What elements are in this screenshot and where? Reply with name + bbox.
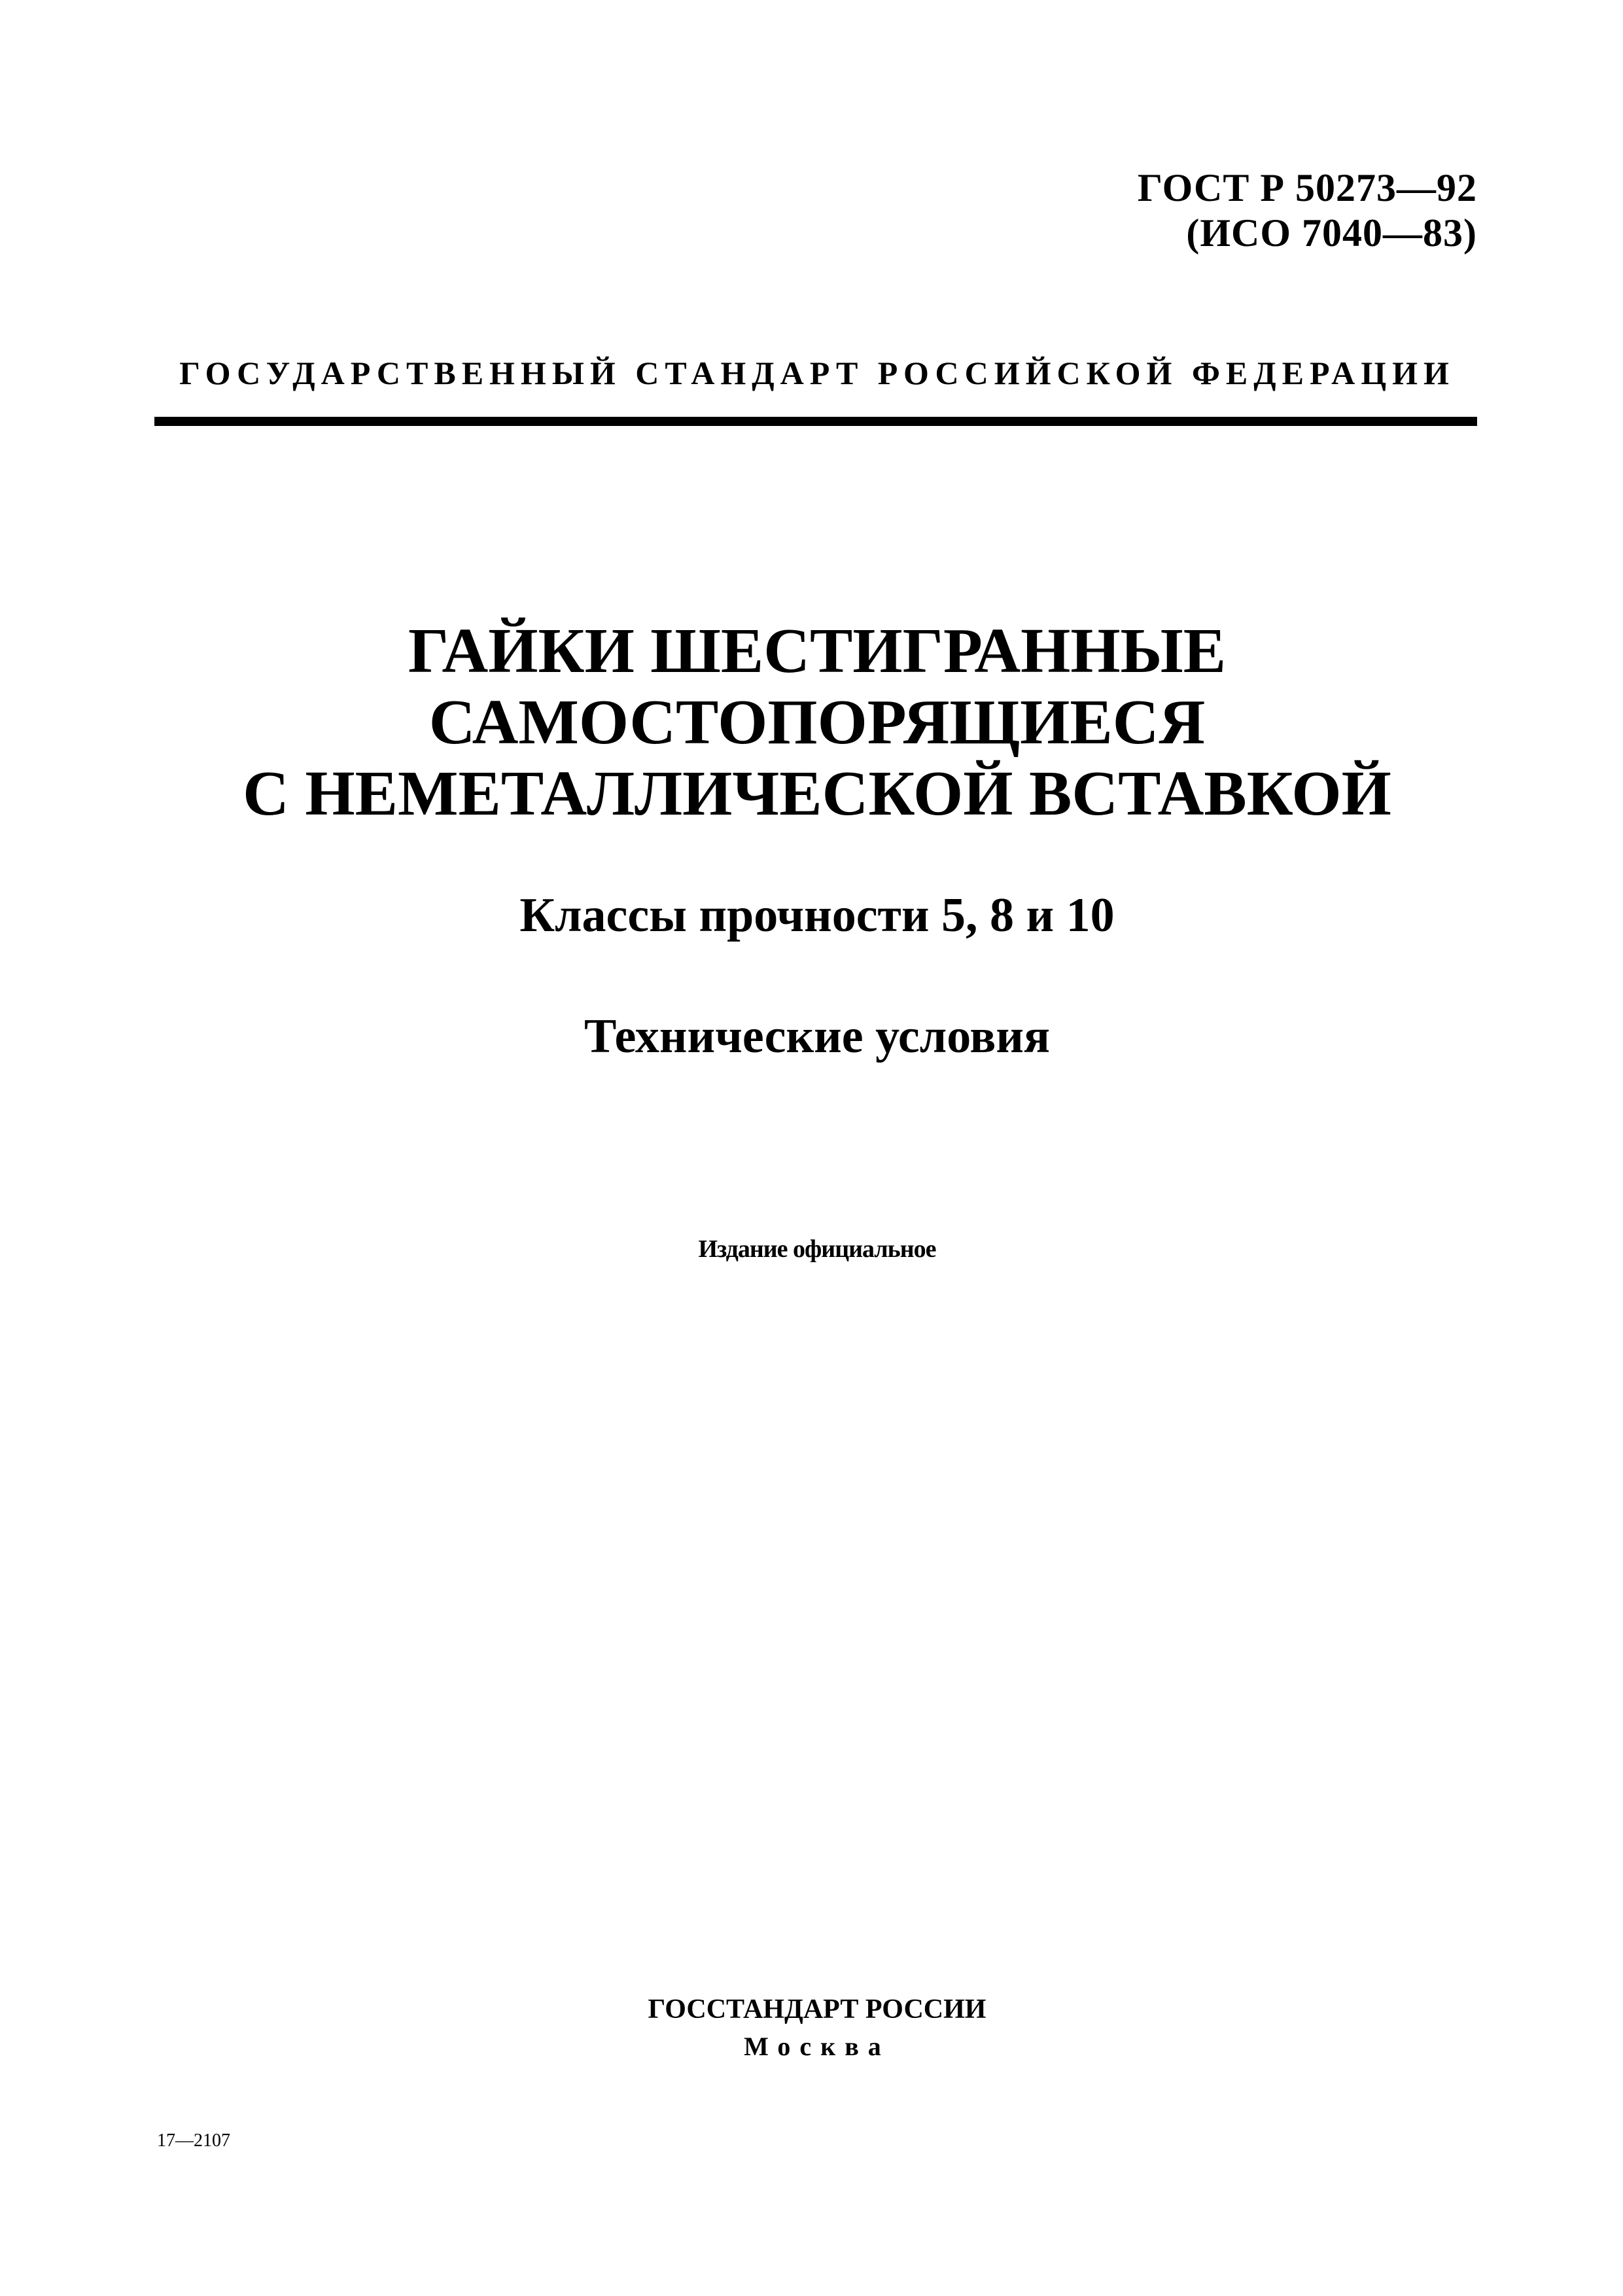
document-title-line-1: ГАЙКИ ШЕСТИГРАННЫЕ (408, 616, 1227, 686)
strength-classes-subtitle: Классы прочности 5, 8 и 10 (519, 889, 1115, 942)
specifications-subtitle: Технические условия (584, 1010, 1050, 1063)
publisher-name: ГОССТАНДАРТ РОССИИ (648, 1994, 986, 2024)
print-code: 17—2107 (157, 2130, 230, 2151)
state-standard-heading: ГОСУДАРСТВЕННЫЙ СТАНДАРТ РОССИЙСКОЙ ФЕДЕРАЦИИ (179, 355, 1455, 391)
edition-label: Издание официальное (698, 1235, 936, 1263)
standard-number: ГОСТ Р 50273—92 (1137, 166, 1477, 209)
publication-city: Москва (744, 2032, 890, 2061)
header-rule (154, 417, 1477, 426)
iso-reference: (ИСО 7040—83) (1186, 211, 1477, 255)
document-title-line-3: С НЕМЕТАЛЛИЧЕСКОЙ ВСТАВКОЙ (243, 758, 1391, 829)
document-title-line-2: САМОСТОПОРЯЩИЕСЯ (428, 687, 1206, 758)
